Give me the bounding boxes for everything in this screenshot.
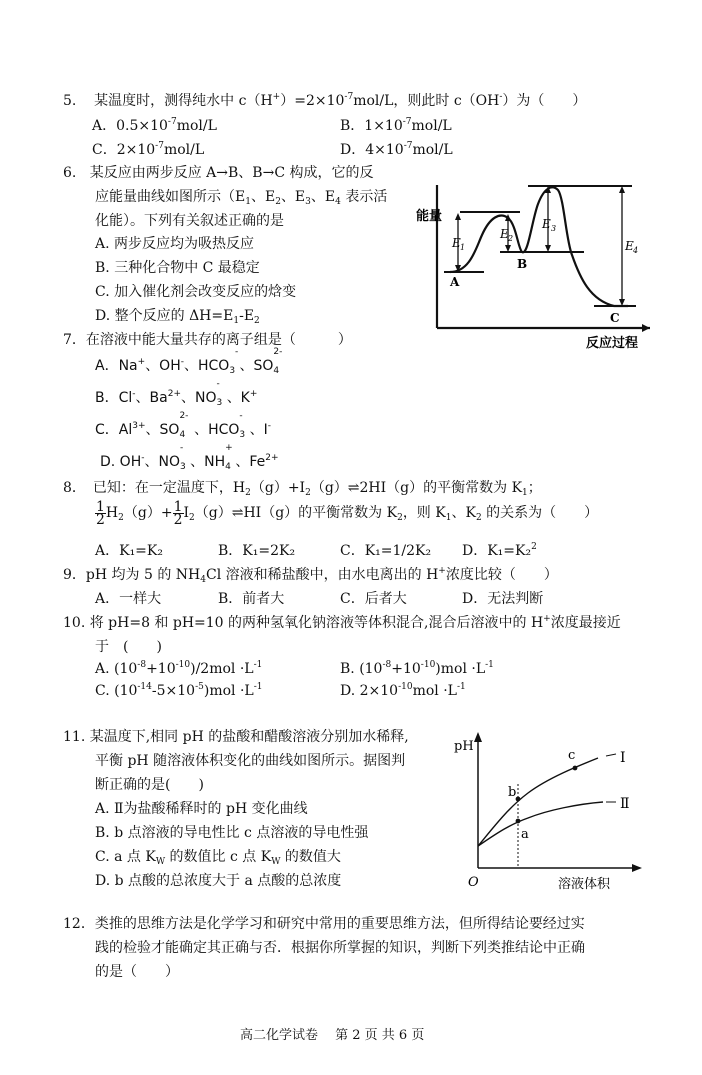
svg-text:3: 3 [551,224,557,233]
q10-option-d: D. $2\times 10^{-10}mol \cdot L^{-1}$ [340,682,466,699]
process-axis-label: 反应过程 [586,336,639,350]
q9-option-a: A．一样大 [95,591,162,607]
q9-option-c: C．后者大 [340,591,407,607]
page-footer: 高二化学试卷 第 2 页 共 6 页 [240,1028,425,1043]
svg-text:2: 2 [508,234,514,243]
q12-stem-line1: 12．类推的思维方法是化学学习和研究中常用的重要思维方法，但所得结论要经过实 [63,916,585,932]
q6-stem-line2: 应能量曲线如图所示（$E_1$、$E_2$、$E_3$、$E_4$ 表示活 [95,189,388,207]
q10-option-b: B. $(10^{-8}+10^{-10})mol \cdot L^{-1}$ [340,660,494,677]
q11-option-d: D. b 点酸的总浓度大于 a 点酸的总浓度 [95,873,342,889]
point-a-label: a [521,827,529,842]
q10-stem-line1: 10. 将 pH=8 和 pH=10 的两种氢氧化钠溶液等体积混合,混合后溶液中的 H+浓度最接近 [63,614,621,631]
svg-text:E: E [452,236,461,250]
point-c-label: C [610,311,620,325]
q10-option-c: C. $(10^{-14}-5\times 10^{-5})mol \cdot L^{-1}$ [95,682,263,699]
q8-stem-line1: 8． 已知：在一定温度下，$H_2(g)+I_2(g)\rightleftharpoons 2HI(g)$的平衡常数为 $K_1$； [63,480,542,498]
q7-option-c: C．$Al^{3+}$、$SO_4$ 2- 、$HCO_3$ - 、I- [95,411,271,440]
energy-axis-label: 能量 [416,209,443,224]
point-a-dot [516,819,521,824]
q5-option-c: C．$2\times 10^{-7}mol/L$ [92,141,205,158]
q11-option-c: C. a 点 $K_W$ 的数值比 c 点 $K_W$ 的数值大 [95,849,341,867]
ph-dilution-graph [448,728,648,896]
q8-option-c: C．K₁=1/2K₂ [340,543,432,559]
q11-option-a: A. Ⅱ为盐酸稀释时的 pH 变化曲线 [95,801,308,817]
point-b-label: b [508,785,517,800]
ph-axis-label: pH [454,739,474,754]
q10-stem-line2: 于 ( ) [95,639,162,655]
q5-option-b: B．$1\times 10^{-7}mol/L$ [340,117,452,134]
q6-option-c: C. 加入催化剂会改变反应的焓变 [95,284,297,300]
fraction-half: $\frac{1}{2}$ [96,498,105,528]
q6-stem-line1: 6. 某反应由两步反应 A→B、B→C 构成，它的反 [63,165,374,181]
point-a-label: A [450,275,460,289]
q5-stem: 5. 某温度时，测得纯水中 $c(H^+)=2\times 10^{-7}mol/L$，则此时 c（OH-）为（ ） [63,92,587,109]
q8-option-a: A．K₁=K₂ [95,543,163,559]
q8-stem-line2: $\frac{1}{2}$ $H_2(g)+$ $\frac{1}{2}$ $I_2(g)\rightleftharpoons HI(g)$的平衡常数为 $K_2$，则 $K_1$、$K_2$ 的关系为（ ） [96,498,599,528]
q9-stem: 9．pH 均为 5 的 $NH_4Cl$ 溶液和稀盐酸中，由水电离出的 H+浓度比较（ ） [63,566,558,585]
q11-stem-line1: 11. 某温度下,相同 pH 的盐酸和醋酸溶液分别加水稀释, [63,729,409,745]
svg-text:E: E [625,239,634,253]
fraction-half: $\frac{1}{2}$ [173,498,183,528]
q8-option-d: D．K₁=K₂$^2$ [462,542,537,559]
curve-2-label: Ⅱ [620,796,630,812]
svg-text:1: 1 [460,243,466,252]
q5-option-a: A．$0.5\times 10^{-7}mol/L$ [92,117,217,134]
volume-axis-label: 溶液体积 [558,877,611,892]
q12-stem-line2: 践的检验才能确定其正确与否．根据你所掌握的知识，判断下列类推结论中正确 [95,940,585,956]
q7-option-b: B．Cl-、$Ba^{2+}$、$NO_3$ - 、K+ [95,379,258,408]
q6-option-d: D. 整个反应的 $\Delta H=E_1-E_2$ [95,308,260,326]
point-b-label: B [517,257,528,271]
svg-text:4: 4 [633,246,639,255]
q7-option-d: D. OH-、$NO_3$ - 、$NH_4$ + 、$Fe^{2+}$ [100,443,279,472]
q6-option-a: A. 两步反应均为吸热反应 [95,236,255,252]
point-c-label: c [568,748,576,763]
svg-text:E: E [542,217,551,231]
energy-diagram [414,180,654,350]
q11-option-b: B. b 点溶液的导电性比 c 点溶液的导电性强 [95,825,369,841]
svg-text:E: E [500,227,509,241]
q8-option-b: B．K₁=2K₂ [218,543,296,559]
point-c-dot [573,766,578,771]
q11-stem-line2: 平衡 pH 随溶液体积变化的曲线如图所示。据图判 [95,753,406,769]
curve-1-label: Ⅰ [620,750,626,766]
q9-option-b: B．前者大 [218,591,285,607]
q6-stem-line3: 化能）。下列有关叙述正确的是 [95,213,284,229]
q9-option-d: D．无法判断 [462,591,544,607]
q11-stem-line3: 断正确的是( ) [95,777,204,793]
q12-stem-line3: 的是（ ） [95,964,179,980]
origin-label: O [468,875,479,890]
q7-stem: 7．在溶液中能大量共存的离子组是（ ） [63,332,352,348]
q6-option-b: B. 三种化合物中 C 最稳定 [95,260,260,276]
q5-option-d: D．$4\times 10^{-7}mol/L$ [340,141,453,158]
q7-option-a: A．Na+、OH-、$HCO_3$ - 、$SO_4$ 2- [95,347,283,376]
q10-option-a: A. $(10^{-8}+10^{-10})/2mol \cdot L^{-1}$ [95,660,263,677]
